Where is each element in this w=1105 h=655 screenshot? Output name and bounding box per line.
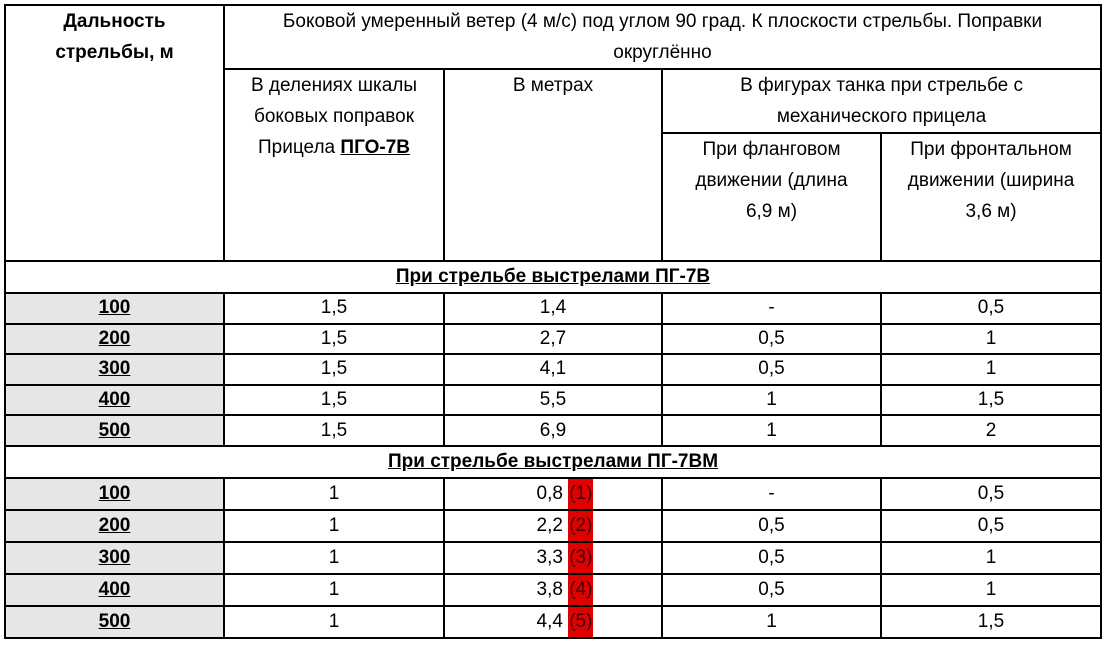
frontal-cell: 1	[881, 354, 1101, 385]
flank-cell: 0,5	[662, 574, 881, 606]
flank-cell: 1	[662, 606, 881, 638]
table-row	[5, 510, 1101, 542]
table-row	[5, 293, 1101, 324]
flank-cell: 0,5	[662, 542, 881, 574]
divisions-cell: 1	[224, 478, 444, 510]
divisions-cell: 1	[224, 542, 444, 574]
sight-model: ПГО-7В	[340, 137, 410, 158]
group-row	[5, 261, 1101, 293]
divisions-cell: 1	[224, 510, 444, 542]
table-row	[5, 542, 1101, 574]
frontal-cell: 2	[881, 415, 1101, 446]
flank-cell: 1	[662, 415, 881, 446]
meters-cell	[444, 574, 662, 606]
meters-cell	[444, 354, 662, 385]
flank-cell: 0,5	[662, 324, 881, 355]
divisions-cell: 1,5	[224, 324, 444, 355]
flank-header: При фланговом движении (длина 6,9 м)	[662, 133, 881, 261]
meters-cell	[444, 293, 662, 324]
meters-value: 5,5	[539, 389, 567, 411]
divisions-cell: 1	[224, 574, 444, 606]
divisions-cell: 1,5	[224, 293, 444, 324]
frontal-cell: 1,5	[881, 385, 1101, 416]
meters-cell	[444, 606, 662, 638]
group-row	[5, 446, 1101, 478]
meters-header: В метрах	[444, 69, 662, 261]
meters-value: 3,3	[536, 546, 563, 568]
footnote-marker: (1)	[568, 479, 593, 509]
divisions-header-text: В делениях шкалы боковых поправок Прицела	[250, 75, 418, 158]
table-row	[5, 606, 1101, 638]
range-cell: 100	[5, 293, 224, 324]
wind-title: Боковой умеренный ветер (4 м/с) под углом 90 град. К плоскости стрельбы. Поправки округлённо	[224, 5, 1101, 69]
footnote-marker: (2)	[568, 511, 593, 541]
table-row	[5, 354, 1101, 385]
meters-cell	[444, 478, 662, 510]
meters-value: 1,4	[539, 297, 567, 319]
range-cell: 400	[5, 574, 224, 606]
meters-value: 6,9	[539, 419, 567, 441]
range-cell: 500	[5, 415, 224, 446]
meters-value: 4,1	[539, 358, 567, 380]
frontal-cell: 0,5	[881, 478, 1101, 510]
range-cell: 300	[5, 354, 224, 385]
flank-cell: 0,5	[662, 354, 881, 385]
group-title: При стрельбе выстрелами ПГ-7В	[5, 261, 1101, 293]
flank-cell: 0,5	[662, 510, 881, 542]
meters-cell	[444, 385, 662, 416]
meters-cell	[444, 542, 662, 574]
frontal-cell: 0,5	[881, 510, 1101, 542]
table-row	[5, 478, 1101, 510]
flank-cell: -	[662, 478, 881, 510]
divisions-cell: 1	[224, 606, 444, 638]
frontal-cell: 1	[881, 324, 1101, 355]
meters-cell	[444, 510, 662, 542]
table-row	[5, 574, 1101, 606]
table-row	[5, 415, 1101, 446]
frontal-cell: 1	[881, 574, 1101, 606]
meters-cell	[444, 324, 662, 355]
meters-value: 0,8	[536, 482, 563, 504]
frontal-cell: 0,5	[881, 293, 1101, 324]
table-row	[5, 385, 1101, 416]
table-row	[5, 324, 1101, 355]
range-cell: 500	[5, 606, 224, 638]
wind-correction-table	[4, 4, 1102, 639]
footnote-marker: (5)	[568, 607, 593, 637]
range-cell: 300	[5, 542, 224, 574]
footnote-marker: (4)	[568, 575, 593, 605]
range-cell: 400	[5, 385, 224, 416]
meters-value: 2,2	[536, 514, 563, 536]
flank-cell: -	[662, 293, 881, 324]
group-title: При стрельбе выстрелами ПГ-7ВМ	[5, 446, 1101, 478]
frontal-cell: 1,5	[881, 606, 1101, 638]
meters-value: 4,4	[536, 610, 563, 632]
divisions-header	[224, 69, 444, 261]
meters-cell	[444, 415, 662, 446]
range-cell: 200	[5, 510, 224, 542]
range-header: Дальность стрельбы, м	[5, 5, 224, 261]
range-cell: 100	[5, 478, 224, 510]
range-cell: 200	[5, 324, 224, 355]
divisions-cell: 1,5	[224, 354, 444, 385]
meters-value: 2,7	[539, 327, 567, 349]
figures-header: В фигурах танка при стрельбе с механического прицела	[662, 69, 1101, 133]
divisions-cell: 1,5	[224, 415, 444, 446]
meters-value: 3,8	[536, 578, 563, 600]
flank-cell: 1	[662, 385, 881, 416]
frontal-cell: 1	[881, 542, 1101, 574]
frontal-header: При фронтальном движении (ширина 3,6 м)	[881, 133, 1101, 261]
divisions-cell: 1,5	[224, 385, 444, 416]
footnote-marker: (3)	[568, 543, 593, 573]
